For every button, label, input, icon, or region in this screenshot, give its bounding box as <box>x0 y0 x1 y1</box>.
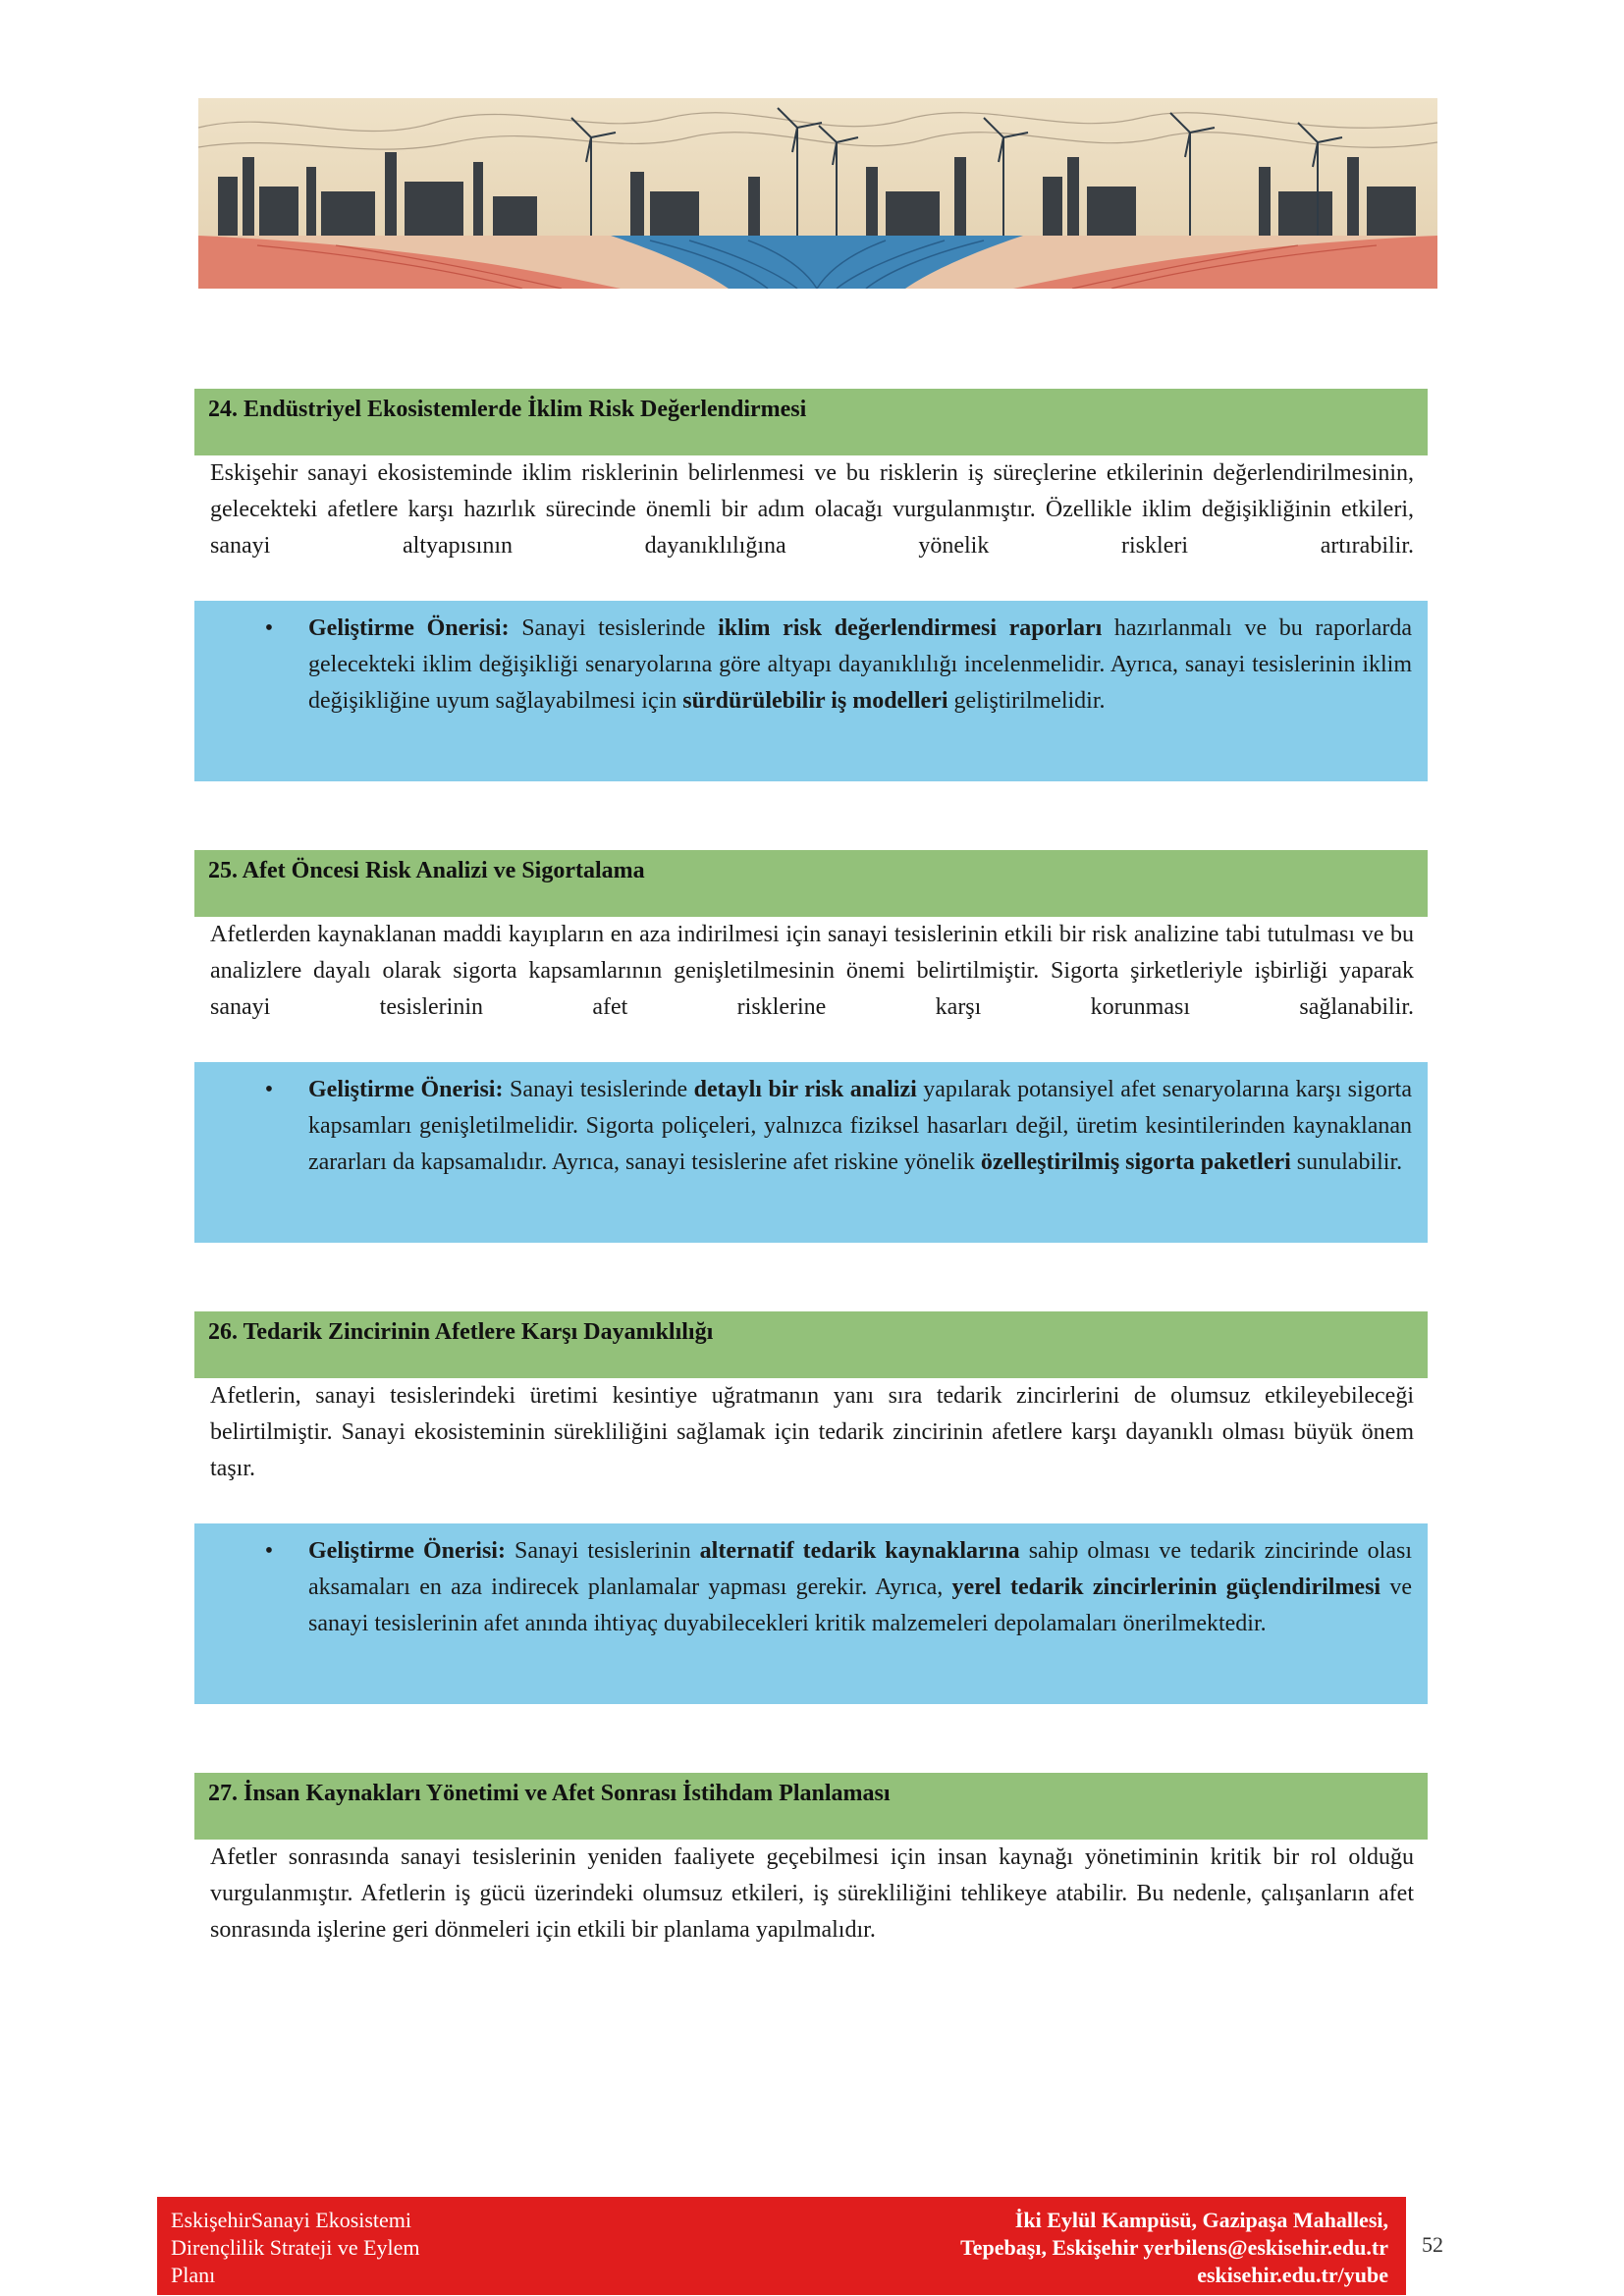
section-title-27: 27. İnsan Kaynakları Yönetimi ve Afet Sonrası İstihdam Planlaması <box>194 1773 1428 1840</box>
page-number: 52 <box>1422 2232 1443 2257</box>
suggestion-item <box>264 1072 1412 1181</box>
suggestion-box-26 <box>194 1523 1428 1704</box>
bullet-icon: • <box>264 1538 274 1564</box>
suggestion-emphasis: özelleştirilmiş sigorta paketleri <box>980 1149 1291 1175</box>
suggestion-text: yapılarak potansiyel afet senaryolarına karşı sigorta kapsamları genişletilmelidir. Sigorta poliçeleri, yalnızca fiziksel hasarları değil, üretim kesintilerinden kaynaklanan zararları da kapsamalıdır. Ayrıca, sanayi tesislerine afet riskine yönelik <box>308 1077 1412 1175</box>
footer-title-line: Planı <box>171 2263 216 2287</box>
footer-document-title <box>171 2207 495 2289</box>
section-paragraph-25: Afetlerden kaynaklanan maddi kayıpların en aza indirilmesi için sanayi tesislerinin etkili bir risk analizine tabi tutulması ve bu analizlere dayalı olarak sigorta kapsamlarının genişletilmesinin önemi belirtilmiştir. Sigorta şirketleriyle işbirliği yaparak sanayi tesislerinin afet risklerine karşı korunması sağlanabilir. <box>210 922 1414 1020</box>
section-paragraph-27: Afetler sonrasında sanayi tesislerinin yeniden faaliyete geçebilmesi için insan kaynağı yönetiminin kritik bir rol olduğu vurgulanmıştır. Afetlerin iş gücü üzerindeki olumsuz etkileri, iş sürekliliğini tehlikeye atabilir. Bu nedenle, çalışanların afet sonrasında işlerine geri dönmeleri için etkili bir planlama yapılmalıdır. <box>210 1844 1414 1943</box>
section-title-25: 25. Afet Öncesi Risk Analizi ve Sigortalama <box>194 850 1428 917</box>
suggestion-emphasis: detaylı bir risk analizi <box>693 1077 917 1102</box>
section-title-26: 26. Tedarik Zincirinin Afetlere Karşı Dayanıklılığı <box>194 1311 1428 1378</box>
footer-title-line: EskişehirSanayi Ekosistemi <box>171 2208 412 2232</box>
suggestion-text: sahip olması ve tedarik zincirinde olası aksamaları en aza indirecek planlamalar yapması gerekir. Ayrıca, <box>308 1538 1412 1600</box>
suggestion-emphasis: sürdürülebilir iş modelleri <box>682 688 948 714</box>
suggestion-text: ve sanayi tesislerinin afet anında ihtiyaç duyabilecekleri kritik malzemeleri depolamaları önerilmektedir. <box>308 1575 1412 1636</box>
footer-address-line: İki Eylül Kampüsü, Gazipaşa Mahallesi, <box>1014 2208 1388 2232</box>
section-paragraph-24: Eskişehir sanayi ekosisteminde iklim risklerinin belirlenmesi ve bu risklerin iş süreçlerine etkilerinin değerlendirilmesinin, gelecekteki afetlere karşı hazırlık sürecinde önemli bir adım olacağı vurgulanmıştır. Özellikle iklim değişikliğinin etkileri, sanayi altyapısının dayanıklılığına yönelik riskleri artırabilir. <box>210 460 1414 559</box>
suggestion-box-25 <box>194 1062 1428 1243</box>
header-banner-image <box>198 98 1437 289</box>
suggestion-emphasis: iklim risk değerlendirmesi raporları <box>718 615 1103 641</box>
suggestion-label: Geliştirme Önerisi: <box>308 1538 506 1564</box>
suggestion-label: Geliştirme Önerisi: <box>308 1077 504 1102</box>
suggestion-emphasis: alternatif tedarik kaynaklarına <box>699 1538 1020 1564</box>
suggestion-label: Geliştirme Önerisi: <box>308 615 510 641</box>
section-title-24: 24. Endüstriyel Ekosistemlerde İklim Risk Değerlendirmesi <box>194 389 1428 455</box>
suggestion-text: sunulabilir. <box>1290 1149 1403 1175</box>
suggestion-box-24 <box>194 601 1428 781</box>
suggestion-item <box>264 1533 1412 1642</box>
footer-title-line: Dirençlilik Strateji ve Eylem <box>171 2235 420 2260</box>
footer-contact <box>839 2207 1388 2289</box>
footer-website-link[interactable]: eskisehir.edu.tr/yube <box>1197 2263 1388 2287</box>
section-paragraph-26: Afetlerin, sanayi tesislerindeki üretimi kesintiye uğratmanın yanı sıra tedarik zincirlerini de olumsuz etkileyebileceği belirtilmiştir. Sanayi ekosisteminin sürekliliğini sağlamak için tedarik zincirinin afetlere karşı dayanıklı olması büyük önem taşır. <box>210 1383 1414 1481</box>
suggestion-text: Sanayi tesislerinin <box>505 1538 700 1564</box>
page-footer <box>157 2197 1406 2295</box>
suggestion-text: Sanayi tesislerinde <box>503 1077 694 1102</box>
bullet-icon: • <box>264 1077 274 1102</box>
footer-email-line[interactable]: Tepebaşı, Eskişehir yerbilens@eskisehir.edu.tr <box>960 2235 1388 2260</box>
suggestion-text: hazırlanmalı ve bu raporlarda gelecekteki iklim değişikliği senaryolarına göre altyapı dayanıklılığı incelenmelidir. Ayrıca, sanayi tesislerinin iklim değişikliğine uyum sağlayabilmesi için <box>308 615 1412 714</box>
suggestion-emphasis: yerel tedarik zincirlerinin güçlendirilmesi <box>951 1575 1381 1600</box>
suggestion-item <box>264 611 1412 720</box>
suggestion-text: geliştirilmelidir. <box>947 688 1106 714</box>
industrial-landscape-illustration-icon <box>198 98 1437 289</box>
suggestion-text: Sanayi tesislerinde <box>509 615 719 641</box>
bullet-icon: • <box>264 615 274 641</box>
